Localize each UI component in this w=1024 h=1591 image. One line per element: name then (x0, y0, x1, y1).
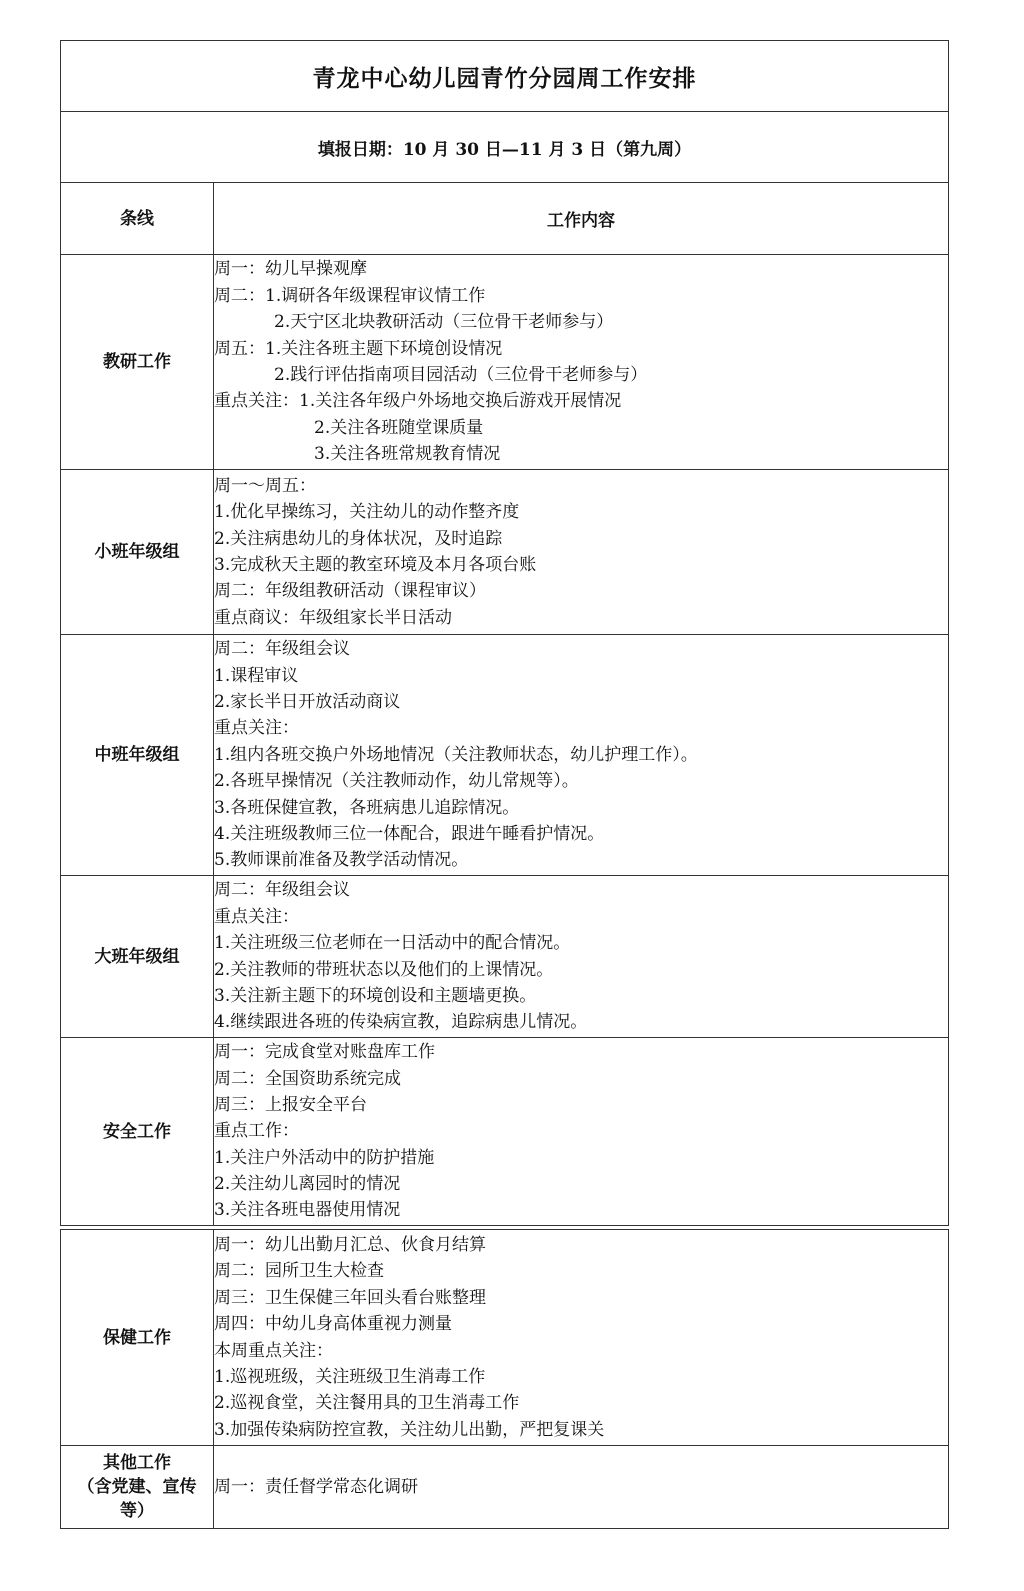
row-content-safety (214, 1038, 949, 1226)
list-item: 周一：责任督学常态化调研 (214, 1476, 418, 1497)
row-content-middle-class (214, 635, 949, 876)
row-label-large-class: 大班年级组 (61, 876, 214, 1038)
report-date: 填报日期：10 月 30 日—11 月 3 日（第九周） (60, 111, 949, 183)
list-item: 周一：完成食堂对账盘库工作 (214, 1042, 435, 1063)
row-content-large-class (214, 876, 949, 1038)
list-item: 周二：全国资助系统完成 (214, 1068, 401, 1089)
list-item: 重点商议：年级组家长半日活动 (214, 607, 452, 628)
row-label-other-work-line: （含党建、宣传 (77, 1477, 197, 1497)
list-item: 5.教师课前准备及教学活动情况。 (214, 850, 469, 871)
list-item: 2.各班早操情况（关注教师动作，幼儿常规等）。 (214, 771, 579, 792)
list-item: 周二：园所卫生大检查 (214, 1261, 384, 1282)
table-row (61, 876, 949, 1038)
list-item: 4.关注班级教师三位一体配合，跟进午睡看护情况。 (214, 823, 605, 844)
row-label-safety: 安全工作 (61, 1038, 214, 1226)
list-item: 周一～周五： (214, 475, 316, 496)
table-row (61, 1230, 949, 1446)
list-item: 周二：年级组教研活动（课程审议） (214, 581, 486, 602)
work-table-upper (60, 182, 949, 1226)
row-content-other-work (214, 1446, 949, 1529)
list-item: 周三：卫生保健三年回头看台账整理 (214, 1287, 486, 1308)
list-item: 1.课程审议 (214, 665, 299, 686)
list-item: 1.组内各班交换户外场地情况（关注教师状态，幼儿护理工作）。 (214, 744, 698, 765)
table-row (61, 470, 949, 635)
list-item: 3.关注各班电器使用情况 (214, 1200, 401, 1221)
list-item: 周二：年级组会议 (214, 880, 350, 901)
list-item: 2.关注幼儿离园时的情况 (214, 1174, 401, 1195)
list-item: 周一：幼儿出勤月汇总、伙食月结算 (214, 1234, 486, 1255)
list-item: 3.加强传染病防控宣教，关注幼儿出勤，严把复课关 (214, 1419, 605, 1440)
row-content-small-class (214, 470, 949, 635)
list-item: 2.践行评估指南项目园活动（三位骨干老师参与） (274, 365, 648, 385)
list-item: 重点关注： (214, 906, 299, 927)
list-item: 周二：1.调研各年级课程审议情工作 (214, 285, 486, 306)
list-item: 重点关注：1.关注各年级户外场地交换后游戏开展情况 (214, 391, 622, 412)
list-item: 周二：年级组会议 (214, 639, 350, 660)
row-label-other-work-line: 其他工作 (103, 1453, 171, 1473)
row-label-other-work (61, 1446, 214, 1529)
table-header-row (61, 183, 949, 255)
table-row (61, 1038, 949, 1226)
list-item: 2.天宁区北块教研活动（三位骨干老师参与） (274, 312, 614, 333)
list-item: 1.关注班级三位老师在一日活动中的配合情况。 (214, 933, 571, 954)
list-item: 2.关注各班随堂课质量 (314, 417, 484, 438)
list-item: 3.完成秋天主题的教室环境及本月各项台账 (214, 555, 537, 575)
work-table-lower (60, 1229, 949, 1529)
list-item: 周四：中幼儿身高体重视力测量 (214, 1314, 452, 1335)
page-title: 青龙中心幼儿园青竹分园周工作安排 (60, 40, 949, 112)
list-item: 3.关注新主题下的环境创设和主题墙更换。 (214, 985, 537, 1006)
row-label-health-care: 保健工作 (61, 1230, 214, 1446)
list-item: 本周重点关注： (214, 1340, 333, 1361)
row-label-teaching-research: 教研工作 (61, 255, 214, 470)
table-row (61, 635, 949, 876)
list-item: 2.关注教师的带班状态以及他们的上课情况。 (214, 959, 554, 980)
row-label-small-class: 小班年级组 (61, 470, 214, 635)
row-content-health-care (214, 1230, 949, 1446)
list-item: 重点关注： (214, 718, 299, 739)
list-item: 1.巡视班级，关注班级卫生消毒工作 (214, 1366, 486, 1387)
table-row (61, 255, 949, 470)
list-item: 3.关注各班常规教育情况 (314, 444, 501, 465)
table-row (61, 1446, 949, 1529)
column-header-category: 条线 (61, 183, 214, 255)
list-item: 周三：上报安全平台 (214, 1094, 367, 1115)
row-content-teaching-research (214, 255, 949, 470)
column-header-content: 工作内容 (214, 183, 949, 255)
list-item: 3.各班保健宣教，各班病患儿追踪情况。 (214, 797, 520, 818)
list-item: 1.优化早操练习，关注幼儿的动作整齐度 (214, 502, 520, 523)
list-item: 重点工作： (214, 1121, 299, 1142)
list-item: 2.家长半日开放活动商议 (214, 692, 401, 713)
row-label-other-work-line: 等） (120, 1501, 154, 1521)
list-item: 2.巡视食堂，关注餐用具的卫生消毒工作 (214, 1393, 520, 1414)
list-item: 周一：幼儿早操观摩 (214, 259, 367, 280)
list-item: 4.继续跟进各班的传染病宣教，追踪病患儿情况。 (214, 1012, 588, 1033)
list-item: 周五：1.关注各班主题下环境创设情况 (214, 338, 503, 359)
list-item: 1.关注户外活动中的防护措施 (214, 1147, 435, 1168)
list-item: 2.关注病患幼儿的身体状况，及时追踪 (214, 528, 503, 549)
row-label-middle-class: 中班年级组 (61, 635, 214, 876)
